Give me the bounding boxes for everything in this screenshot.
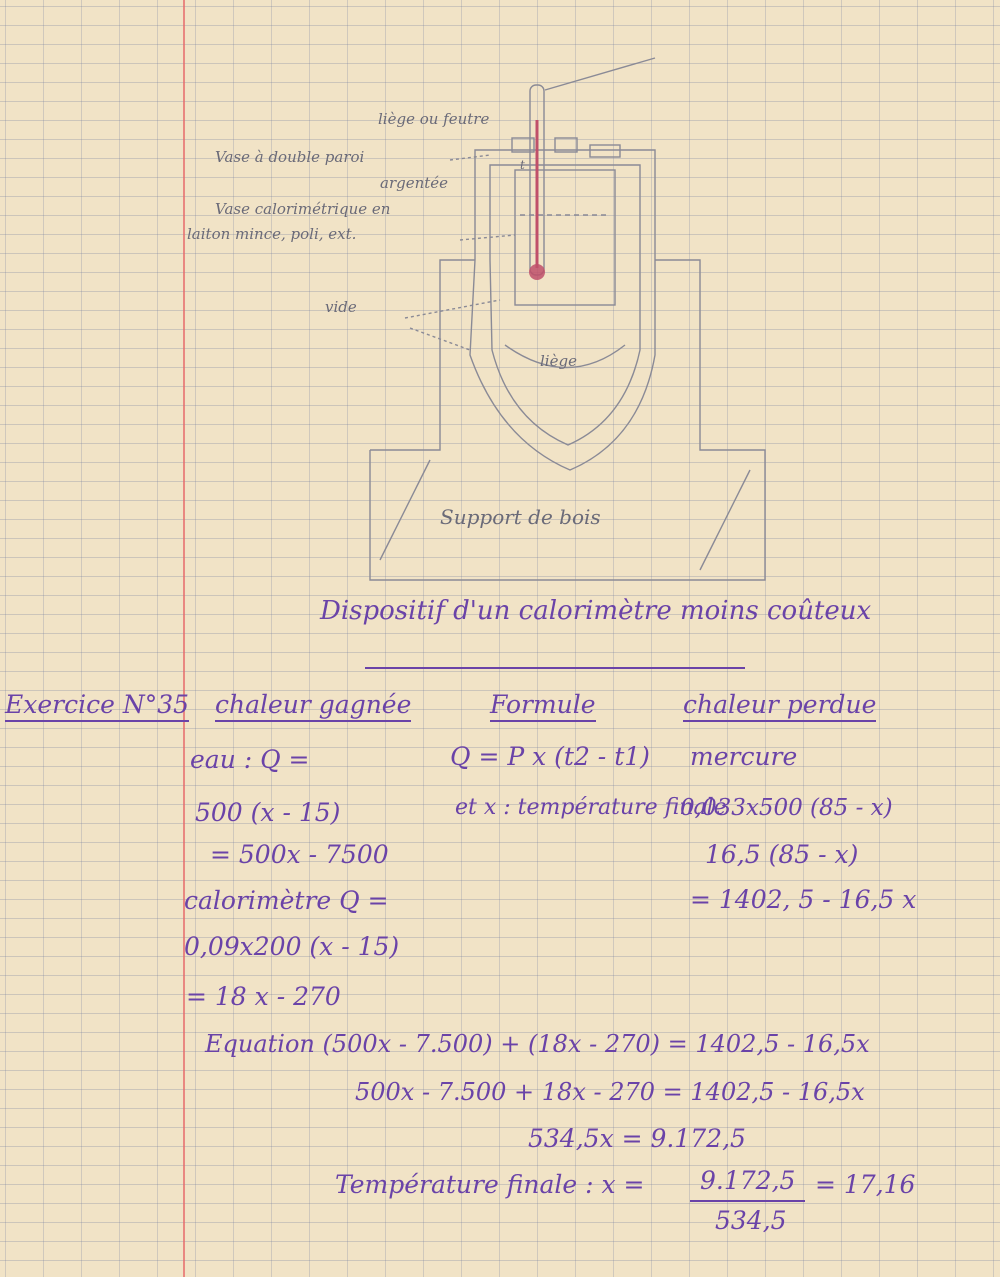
heading-chaleur-perdue: chaleur perdue	[683, 690, 876, 722]
equation-line: 534,5x = 9.172,5	[528, 1124, 746, 1153]
col1-line: = 18 x - 270	[186, 982, 341, 1011]
equation-line: 500x - 7.500 + 18x - 270 = 1402,5 - 16,5x	[355, 1078, 865, 1106]
col3-line: 16,5 (85 - x)	[705, 840, 859, 869]
equation-line: Equation (500x - 7.500) + (18x - 270) = 1402,5 - 16,5x	[205, 1030, 870, 1058]
col2-line: Q = P x (t2 - t1)	[450, 742, 650, 771]
col1-line: calorimètre Q =	[184, 886, 389, 915]
fraction-bar	[690, 1200, 805, 1202]
col1-line: eau : Q =	[190, 745, 310, 774]
label-vide: vide	[325, 298, 357, 316]
col3-line: mercure	[690, 742, 798, 771]
label-support: Support de bois	[440, 505, 601, 529]
label-vase-calo-line1: Vase calorimétrique en	[215, 200, 391, 218]
heading-formule: Formule	[490, 690, 596, 722]
col1-line: 500 (x - 15)	[195, 798, 341, 827]
exercise-title: Exercice N°35	[5, 690, 189, 722]
final-result: = 17,16	[815, 1170, 916, 1199]
final-numerator: 9.172,5	[700, 1166, 796, 1195]
label-liege: liège	[540, 352, 577, 370]
col3-line: 0,033x500 (85 - x)	[680, 795, 893, 821]
col2-line: et x : température finale	[455, 795, 727, 820]
label-liege-feutre: liège ou feutre	[378, 110, 490, 128]
col1-line: 0,09x200 (x - 15)	[184, 932, 400, 961]
final-denominator: 534,5	[715, 1206, 787, 1235]
heading-chaleur-gagnee: chaleur gagnée	[215, 690, 411, 722]
col3-line: = 1402, 5 - 16,5 x	[690, 885, 917, 914]
label-vase-calo-line2: laiton mince, poli, ext.	[187, 225, 357, 243]
caption-rule	[365, 667, 745, 669]
label-vase-double-line1: Vase à double paroi	[215, 148, 365, 166]
label-vase-double-line2: argentée	[380, 174, 449, 192]
label-t1: t	[520, 158, 525, 172]
final-label: Température finale : x =	[335, 1170, 645, 1199]
diagram-caption: Dispositif d'un calorimètre moins coûteux	[320, 596, 872, 626]
col1-line: = 500x - 7500	[210, 840, 389, 869]
